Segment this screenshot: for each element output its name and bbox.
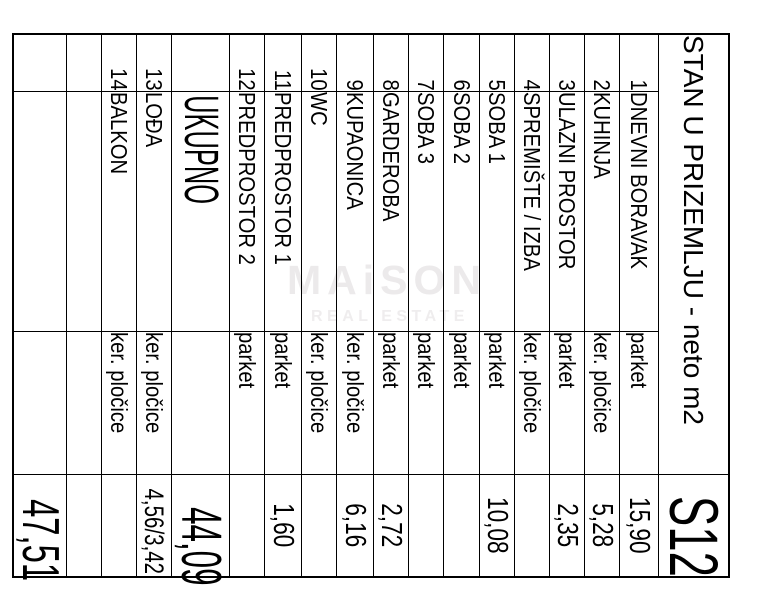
floor-type-cell xyxy=(67,331,102,474)
table-row xyxy=(172,34,230,577)
room-name-cell xyxy=(585,91,620,331)
floor-type-cell-text: parket xyxy=(554,331,581,388)
area-value-cell xyxy=(515,474,550,577)
unit-id: S12 xyxy=(655,495,732,577)
area-value-cell xyxy=(550,474,585,577)
room-name-cell xyxy=(409,91,444,331)
room-name-cell xyxy=(230,91,265,331)
room-name-cell xyxy=(13,91,67,331)
area-value-cell xyxy=(230,474,265,577)
floor-type-cell xyxy=(444,331,480,474)
floor-type-cell-text: parket xyxy=(234,331,261,388)
row-number-cell xyxy=(102,34,137,91)
room-name-cell-text: GARDEROBA xyxy=(378,91,405,221)
subtotal-label-cell-text: UKUPNO xyxy=(174,94,228,204)
room-name-cell xyxy=(102,91,137,331)
room-name-cell xyxy=(337,91,374,331)
table-row xyxy=(409,34,444,577)
row-number-cell xyxy=(67,34,102,91)
table-row xyxy=(550,34,585,577)
row-number-cell xyxy=(480,34,515,91)
room-name-cell-text: DNEVNI BORAVAK xyxy=(626,91,653,269)
floor-type-cell-text: parket xyxy=(378,331,405,388)
row-number-cell-text: 7 xyxy=(413,79,440,91)
table-row xyxy=(137,34,172,577)
row-number-cell-text: 13 xyxy=(141,67,168,91)
floor-type-cell xyxy=(13,331,67,474)
row-number-cell xyxy=(302,34,337,91)
area-value-cell xyxy=(67,474,102,577)
floor-type-cell xyxy=(137,331,172,474)
floor-type-cell xyxy=(585,331,620,474)
floor-type-cell-text: ker. pločice xyxy=(306,331,333,433)
floor-type-cell-text: parket xyxy=(626,331,653,388)
row-number-cell xyxy=(620,34,659,91)
floor-type-cell-text: parket xyxy=(449,331,475,388)
floor-type-cell xyxy=(172,331,230,474)
area-value-cell xyxy=(444,474,480,577)
area-value-cell xyxy=(480,474,515,577)
floor-type-cell xyxy=(102,331,137,474)
room-name-cell-text: KUPAONICA xyxy=(342,91,369,210)
subtotal-value-cell-text: 44,09 xyxy=(169,506,233,586)
area-value-cell-text: 15,90 xyxy=(623,496,656,554)
room-name-cell-text: SOBA 2 xyxy=(449,91,475,164)
floor-type-cell xyxy=(337,331,374,474)
area-value-cell xyxy=(374,474,409,577)
room-name-cell xyxy=(480,91,515,331)
table-row xyxy=(102,34,137,577)
room-name-cell-text: PREDPROSTOR 1 xyxy=(270,91,297,265)
row-number-cell xyxy=(585,34,620,91)
grand-total-cell-text: 47,51 xyxy=(11,498,69,581)
area-value-cell xyxy=(409,474,444,577)
floor-type-cell xyxy=(620,331,659,474)
room-name-cell xyxy=(620,91,659,331)
room-name-cell xyxy=(302,91,337,331)
table-row xyxy=(337,34,374,577)
floor-type-cell-text: ker. pločice xyxy=(106,331,133,433)
floor-type-cell xyxy=(265,331,302,474)
rotated-table-container xyxy=(11,33,732,586)
grand-total-cell xyxy=(11,474,69,581)
table-title-cell xyxy=(659,34,730,474)
room-spec-table xyxy=(11,33,732,586)
floor-type-cell-text: parket xyxy=(484,331,511,388)
table-row xyxy=(230,34,265,577)
row-number-cell xyxy=(265,34,302,91)
watermark-real-estate-text: REAL ESTATE xyxy=(311,308,469,325)
subtotal-value-cell xyxy=(169,474,233,586)
room-name-cell-text: BALKON xyxy=(106,91,133,174)
room-name-cell xyxy=(515,91,550,331)
row-number-cell-text: 2 xyxy=(589,79,616,91)
row-number-cell-text: 3 xyxy=(554,79,581,91)
floor-type-cell-text: parket xyxy=(413,331,440,388)
room-name-cell xyxy=(67,91,102,331)
row-number-cell xyxy=(444,34,480,91)
area-value-cell xyxy=(137,474,172,577)
area-value-cell-text: 2,35 xyxy=(551,503,584,548)
table-title: STAN U PRIZEMLJU - neto m2 xyxy=(678,35,710,426)
table-row xyxy=(620,34,659,577)
table-header-row xyxy=(659,34,730,577)
area-value-cell-text: 2,72 xyxy=(375,503,408,548)
row-number-cell xyxy=(374,34,409,91)
table-row xyxy=(374,34,409,577)
room-name-cell-text: LOĐA xyxy=(141,91,168,147)
area-value-cell-text: 5,28 xyxy=(586,503,619,548)
area-value-cell xyxy=(302,474,337,577)
row-number-cell xyxy=(550,34,585,91)
area-value-cell-text: 4,56/3,42 xyxy=(139,488,170,574)
room-name-cell xyxy=(374,91,409,331)
table-row xyxy=(480,34,515,577)
floor-type-cell xyxy=(302,331,337,474)
row-number-cell-text: 11 xyxy=(270,69,297,91)
row-number-cell-text: 6 xyxy=(449,79,475,91)
table-row xyxy=(444,34,480,577)
table-row xyxy=(302,34,337,577)
room-name-cell-text: SOBA 1 xyxy=(484,91,511,164)
row-number-cell-text: 8 xyxy=(378,79,405,91)
row-number-cell-text: 1 xyxy=(626,79,653,91)
floor-type-cell-text: ker. pločice xyxy=(141,331,168,433)
room-name-cell-text: WC xyxy=(306,91,333,126)
row-number-cell xyxy=(230,34,265,91)
watermark-maison-text: MAiSON xyxy=(287,257,487,303)
subtotal-label-cell xyxy=(172,91,230,331)
floor-type-cell xyxy=(374,331,409,474)
floor-type-cell xyxy=(409,331,444,474)
room-name-cell xyxy=(265,91,302,331)
floor-type-cell-text: ker. pločice xyxy=(589,331,616,433)
floor-type-cell xyxy=(550,331,585,474)
row-number-cell xyxy=(172,34,230,91)
room-name-cell-text: KUHINJA xyxy=(589,91,616,179)
row-number-cell xyxy=(409,34,444,91)
table-row xyxy=(13,34,67,577)
row-number-cell-text: 5 xyxy=(484,79,511,91)
room-name-cell xyxy=(444,91,480,331)
area-value-cell xyxy=(337,474,374,577)
room-name-cell xyxy=(550,91,585,331)
area-value-cell-text: 6,16 xyxy=(339,503,372,548)
table-row xyxy=(585,34,620,577)
floor-type-cell xyxy=(480,331,515,474)
room-name-cell-text: SPREMIŠTE / IZBA xyxy=(519,91,546,271)
row-number-cell-text: 9 xyxy=(342,79,369,91)
floor-type-cell-text: parket xyxy=(270,331,297,388)
room-name-cell-text: ULAZNI PROSTOR xyxy=(554,91,581,269)
floor-type-cell xyxy=(230,331,265,474)
room-name-cell xyxy=(137,91,172,331)
area-value-cell-text: 1,60 xyxy=(267,503,300,548)
area-value-cell xyxy=(585,474,620,577)
table-row xyxy=(265,34,302,577)
room-name-cell-text: PREDPROSTOR 2 xyxy=(234,91,261,265)
row-number-cell-text: 12 xyxy=(234,67,261,91)
row-number-cell-text: 14 xyxy=(106,67,133,91)
row-number-cell xyxy=(13,34,67,91)
row-number-cell xyxy=(137,34,172,91)
floor-type-cell xyxy=(515,331,550,474)
row-number-cell xyxy=(337,34,374,91)
area-value-cell xyxy=(102,474,137,577)
table-row xyxy=(67,34,102,577)
floor-type-cell-text: ker. pločice xyxy=(342,331,369,433)
unit-id-cell xyxy=(655,474,732,577)
area-value-cell xyxy=(620,474,659,577)
area-value-cell xyxy=(265,474,302,577)
room-name-cell-text: SOBA 3 xyxy=(413,91,440,164)
row-number-cell-text: 4 xyxy=(519,79,546,91)
row-number-cell-text: 10 xyxy=(306,67,333,91)
table-row xyxy=(515,34,550,577)
row-number-cell xyxy=(515,34,550,91)
area-value-cell-text: 10,08 xyxy=(481,496,514,554)
floor-type-cell-text: ker. pločice xyxy=(519,331,546,433)
